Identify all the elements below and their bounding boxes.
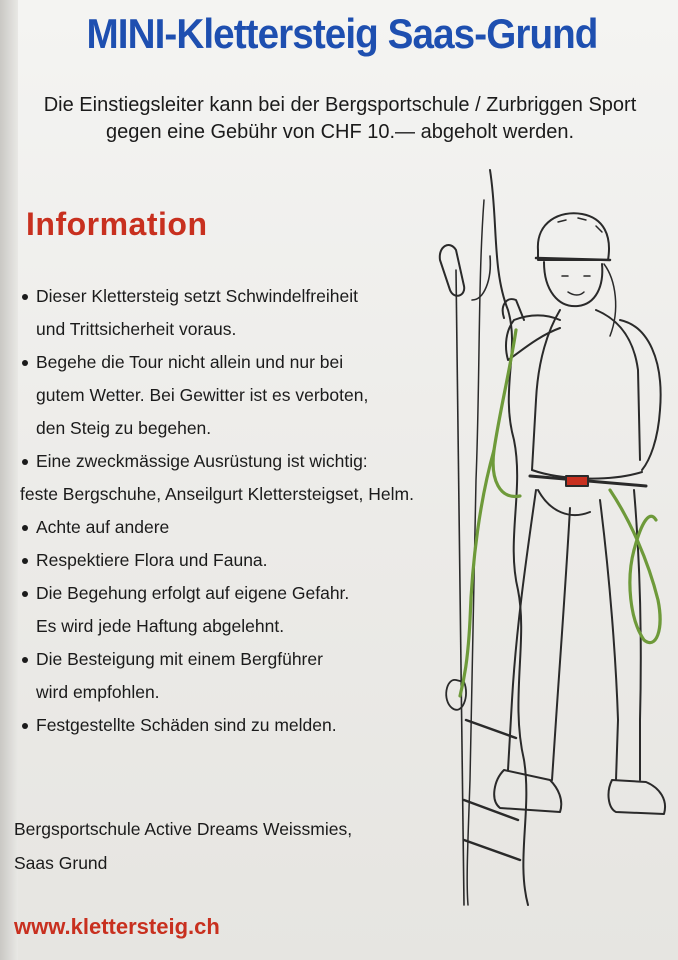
footer-line-2: Saas Grund — [14, 853, 108, 873]
list-item-text: feste Bergschuhe, Anseilgurt Klettersteigset, Helm. — [20, 484, 414, 504]
bullet-icon — [22, 459, 28, 465]
information-list — [20, 280, 440, 742]
subtitle — [20, 92, 660, 146]
subtitle-line-1: Die Einstiegsleiter kann bei der Bergsportschule / Zurbriggen Sport — [43, 94, 637, 116]
list-item-text: gutem Wetter. Bei Gewitter ist es verboten, — [36, 385, 369, 405]
list-item-text: und Trittsicherheit voraus. — [36, 319, 237, 339]
bullet-icon — [22, 558, 28, 564]
list-item-text: Dieser Klettersteig setzt Schwindelfreiheit — [36, 286, 358, 306]
list-item-text: Eine zweckmässige Ausrüstung ist wichtig: — [36, 451, 368, 471]
list-item-text: Achte auf andere — [36, 517, 170, 537]
list-item — [20, 643, 440, 709]
list-item-text: Die Besteigung mit einem Bergführer — [36, 649, 323, 669]
list-item — [20, 511, 440, 544]
footer-line-1: Bergsportschule Active Dreams Weissmies, — [14, 819, 353, 839]
bullet-icon — [22, 723, 28, 729]
list-item — [20, 280, 440, 346]
list-item — [20, 577, 440, 643]
information-heading: Information — [26, 206, 208, 242]
list-item-text: Es wird jede Haftung abgelehnt. — [36, 616, 285, 636]
bullet-icon — [22, 657, 28, 663]
subtitle-line-2: gegen eine Gebühr von CHF 10.— abgeholt werden. — [105, 121, 575, 143]
climber-on-via-ferrata-icon — [420, 160, 678, 910]
list-item-text: Respektiere Flora und Fauna. — [36, 550, 268, 570]
list-item — [20, 544, 440, 577]
list-item-text: Festgestellte Schäden sind zu melden. — [36, 715, 337, 735]
website-link: www.klettersteig.ch — [14, 914, 220, 939]
list-item — [20, 346, 440, 445]
list-item — [20, 445, 440, 511]
footer-organizer — [14, 812, 414, 880]
list-item-text: wird empfohlen. — [36, 682, 160, 702]
bullet-icon — [22, 525, 28, 531]
list-item-text: den Steig zu begehen. — [36, 418, 212, 438]
list-item — [20, 709, 440, 742]
bullet-icon — [22, 360, 28, 366]
list-item-text: Die Begehung erfolgt auf eigene Gefahr. — [36, 583, 350, 603]
bullet-icon — [22, 294, 28, 300]
page-title: MINI-Klettersteig Saas-Grund — [86, 10, 598, 57]
list-item-text: Begehe die Tour nicht allein und nur bei — [36, 352, 344, 372]
bullet-icon — [22, 591, 28, 597]
